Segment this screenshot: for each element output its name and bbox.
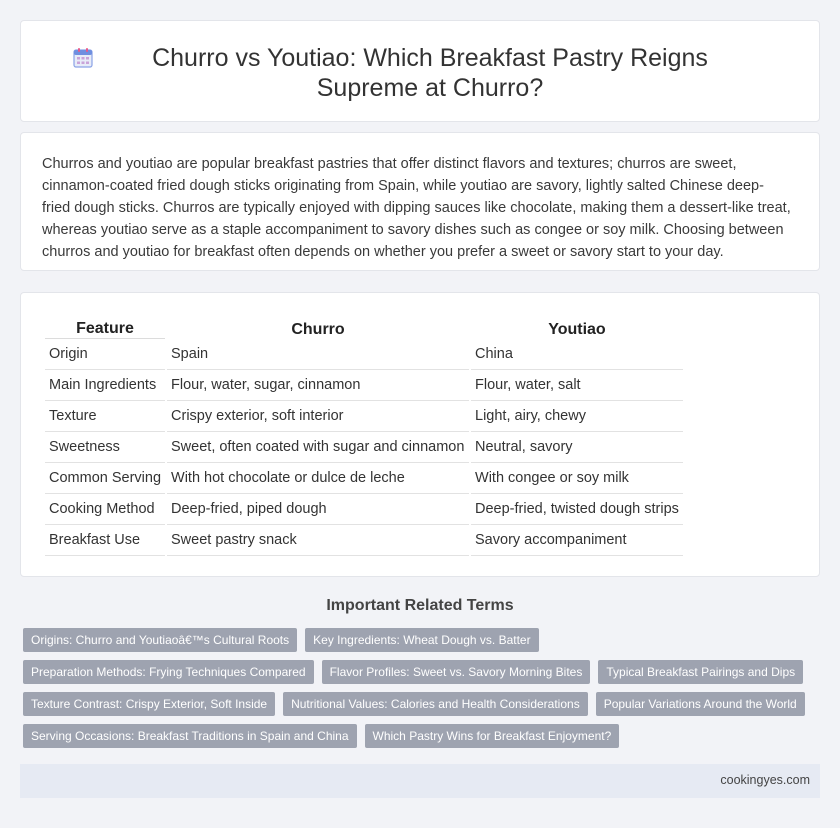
row-youtiao: Deep-fried, twisted dough strips bbox=[471, 494, 683, 525]
row-churro: Spain bbox=[167, 339, 469, 370]
row-churro: With hot chocolate or dulce de leche bbox=[167, 463, 469, 494]
related-tag[interactable]: Origins: Churro and Youtiaoâ€™s Cultural Roots bbox=[23, 628, 297, 652]
row-youtiao: Savory accompaniment bbox=[471, 525, 683, 556]
row-churro: Flour, water, sugar, cinnamon bbox=[167, 370, 469, 401]
row-youtiao: Neutral, savory bbox=[471, 432, 683, 463]
row-feature: Cooking Method bbox=[45, 494, 165, 525]
table-row bbox=[45, 339, 683, 370]
row-churro: Sweet, often coated with sugar and cinnamon bbox=[167, 432, 469, 463]
row-feature: Texture bbox=[45, 401, 165, 432]
row-youtiao: China bbox=[471, 339, 683, 370]
related-tag[interactable]: Texture Contrast: Crispy Exterior, Soft Inside bbox=[23, 692, 275, 716]
table-header-row bbox=[45, 315, 683, 339]
row-churro: Sweet pastry snack bbox=[167, 525, 469, 556]
related-tag[interactable]: Nutritional Values: Calories and Health Considerations bbox=[283, 692, 588, 716]
related-tag[interactable]: Flavor Profiles: Sweet vs. Savory Morning Bites bbox=[322, 660, 591, 684]
table-row bbox=[45, 432, 683, 463]
table-row bbox=[45, 463, 683, 494]
row-youtiao: Flour, water, salt bbox=[471, 370, 683, 401]
comparison-table bbox=[43, 315, 685, 556]
row-feature: Main Ingredients bbox=[45, 370, 165, 401]
row-feature: Sweetness bbox=[45, 432, 165, 463]
row-youtiao: Light, airy, chewy bbox=[471, 401, 683, 432]
related-tags bbox=[23, 628, 813, 748]
related-tag[interactable]: Preparation Methods: Frying Techniques Compared bbox=[23, 660, 314, 684]
related-tag[interactable]: Popular Variations Around the World bbox=[596, 692, 805, 716]
table-row bbox=[45, 401, 683, 432]
table-row bbox=[45, 525, 683, 556]
row-youtiao: With congee or soy milk bbox=[471, 463, 683, 494]
header-feature: Feature bbox=[45, 315, 165, 339]
header-youtiao: Youtiao bbox=[548, 321, 606, 338]
comparison-card bbox=[20, 292, 820, 577]
table-row bbox=[45, 370, 683, 401]
intro-paragraph: Churros and youtiao are popular breakfast pastries that offer distinct flavors and textures; churros are sweet, cinnamon-coated fried dough sticks originating from Spain, while youtiao are savory, lightly salted Chinese deep-fried dough sticks. Churros are typically enjoyed with dipping sauces like chocolate, making them a dessert-like treat, whereas youtiao serve as a staple accompaniment to savory dishes such as congee or soy milk. Choosing between churros and youtiao for breakfast often depends on whether you prefer a sweet or savory start to your day. bbox=[42, 156, 791, 260]
related-tag[interactable]: Serving Occasions: Breakfast Traditions in Spain and China bbox=[23, 724, 357, 748]
title-wrap bbox=[21, 43, 819, 103]
related-tag[interactable]: Which Pastry Wins for Breakfast Enjoyment? bbox=[365, 724, 620, 748]
table-row bbox=[45, 494, 683, 525]
page-title: Churro vs Youtiao: Which Breakfast Pastry Reigns Supreme at Churro? bbox=[152, 44, 708, 102]
row-feature: Origin bbox=[45, 339, 165, 370]
footer-site-link[interactable]: cookingyes.com bbox=[720, 773, 810, 787]
row-churro: Crispy exterior, soft interior bbox=[167, 401, 469, 432]
row-feature: Breakfast Use bbox=[45, 525, 165, 556]
intro-card bbox=[20, 132, 820, 271]
footer bbox=[20, 764, 820, 798]
row-feature: Common Serving bbox=[45, 463, 165, 494]
title-card bbox=[20, 20, 820, 122]
row-churro: Deep-fried, piped dough bbox=[167, 494, 469, 525]
related-tag[interactable]: Key Ingredients: Wheat Dough vs. Batter bbox=[305, 628, 538, 652]
header-churro: Churro bbox=[291, 321, 345, 338]
related-tag[interactable]: Typical Breakfast Pairings and Dips bbox=[598, 660, 803, 684]
related-terms-heading: Important Related Terms bbox=[326, 597, 514, 614]
